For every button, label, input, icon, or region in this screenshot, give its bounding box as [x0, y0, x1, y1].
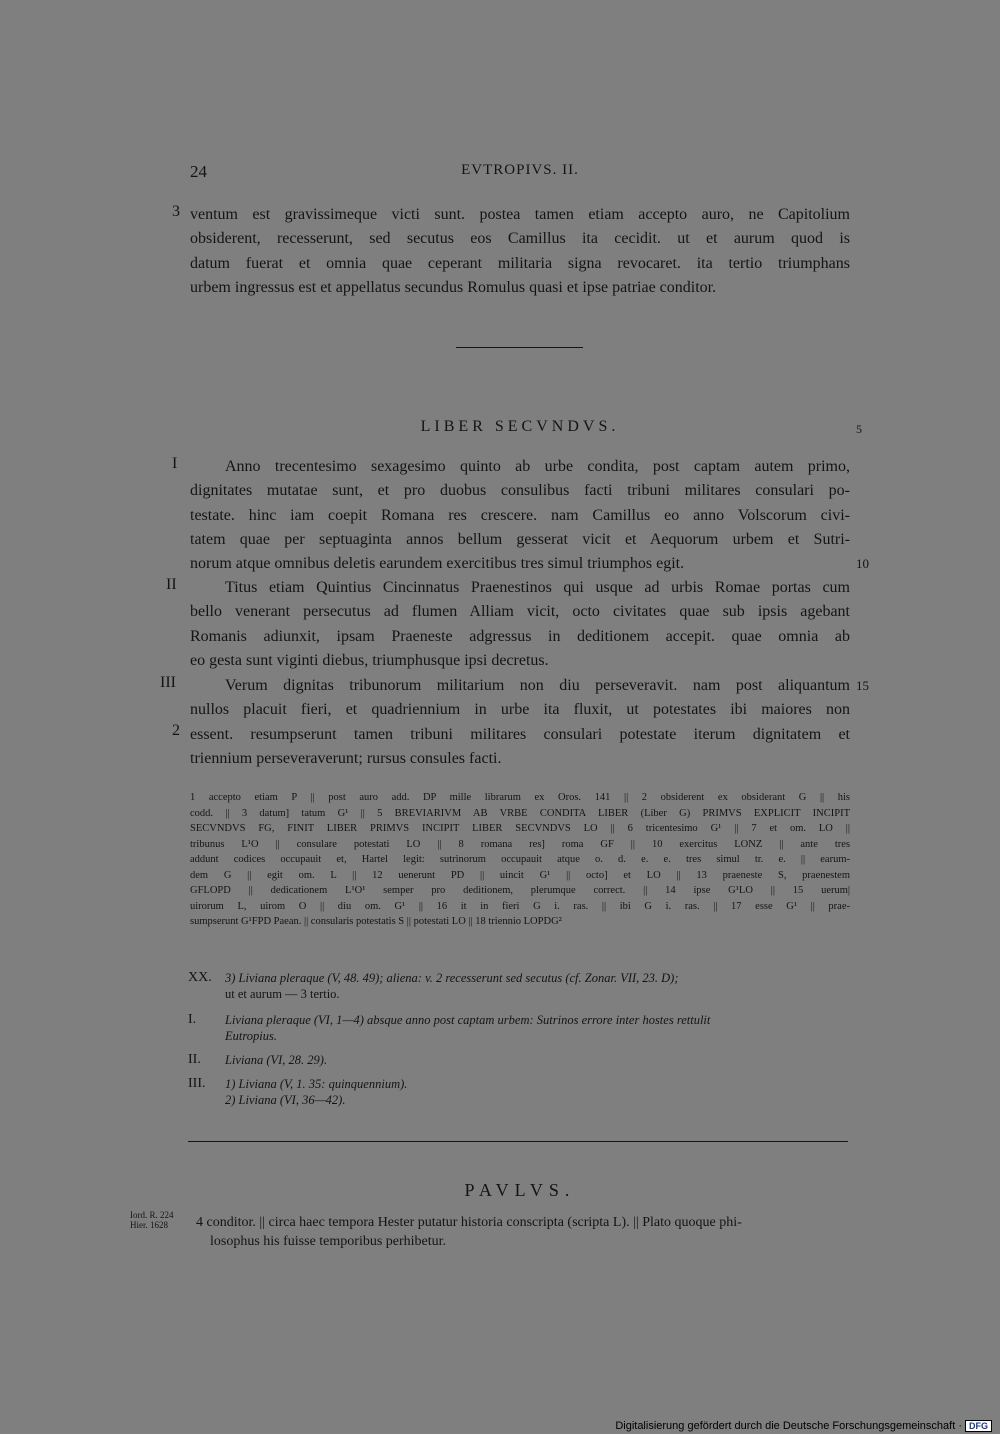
source-label: XX.	[188, 970, 212, 985]
source-line: 1) Liviana (V, 1. 35: quinquennium).	[225, 1077, 408, 1091]
apparatus-line: sumpserunt G¹FPD Paean. || consularis potestatis S || potestati LO || 18 triennio LOPDG²	[190, 916, 562, 927]
chapter-text	[190, 576, 850, 673]
running-title: EVTROPIVS. II.	[461, 162, 579, 178]
source-label: III.	[188, 1076, 206, 1091]
apparatus-line: tribunus L¹O || consulare potestati LO || 8 romana res] roma GF || 10 exercitus LONZ || ante tres	[190, 838, 850, 850]
source-line: 3) Liviana pleraque (V, 48. 49); aliena: v. 2 recesserunt sed secutus (cf. Zonar. VII, 23. D);	[225, 971, 679, 985]
source-text	[225, 970, 850, 1002]
source-line: 2) Liviana (VI, 36—42).	[225, 1093, 346, 1107]
section-marker: 3	[172, 203, 180, 220]
dfg-logo: DFG	[965, 1420, 992, 1432]
paulus-references	[130, 1210, 174, 1230]
apparatus-line: GFLOPD || dedicationem L¹O¹ semper pro deditionem, plerumque correct. || 14 ipse G¹LO || 15 uerum|	[190, 885, 850, 896]
text-line: norum atque omnibus deletis earundem exercitibus tres simul triumphos egit.	[190, 555, 685, 573]
reference-line: Hier. 1628	[130, 1220, 168, 1230]
source-text	[225, 1052, 850, 1068]
source-text	[225, 1012, 850, 1044]
paulus-heading: PAVLVS.	[464, 1180, 576, 1200]
source-text	[225, 1076, 850, 1108]
digitization-footer	[615, 1420, 992, 1432]
chapter-marker: II	[166, 576, 177, 593]
text-line: 4 conditor. || circa haec tempora Hester putatur historia conscripta (scripta L). || Plato quoque phi-	[196, 1215, 742, 1230]
apparatus-line: 1 accepto etiam P || post auro add. DP mille librarum ex Oros. 141 || 2 obsiderent ex obsiderant G || his	[190, 792, 850, 803]
text-line: Romanis adiunxit, ipsam Praeneste adgressus in deditionem accepit. quae omnia ab	[190, 627, 850, 645]
text-line: dignitates mutatae sunt, et pro duobus consulibus facti tribuni militares consulari po-	[190, 482, 850, 500]
book-heading: LIBER SECVNDVS.	[420, 418, 620, 435]
footer-text: Digitalisierung gefördert durch die Deutsche Forschungsgemeinschaft ·	[615, 1420, 962, 1432]
apparatus-line: dem G || egit om. L || 12 uenerunt PD || uincit G¹ || octo] et LO || 13 praeneste S, praenestem	[190, 869, 850, 881]
paulus-text	[196, 1213, 850, 1251]
source-line: ut et aurum — 3 tertio.	[225, 987, 340, 1001]
section-divider	[188, 1141, 848, 1142]
text-line: datum fuerat et omnia quae ceperant militaria signa revocaret. ita tertio triumphans	[190, 254, 850, 272]
text-line: ventum est gravissimeque victi sunt. postea tamen etiam accepto auro, ne Capitolium	[190, 206, 850, 223]
critical-apparatus	[190, 790, 850, 930]
text-line: testate. hinc iam coepit Romana res crescere. nam Camillus eo anno Volscorum civi-	[190, 506, 850, 524]
text-line: Verum dignitas tribunorum militarium non diu perseveravit. nam post aliquantum	[225, 677, 850, 694]
reference-line: Iord. R. 224	[130, 1210, 174, 1220]
source-label: I.	[188, 1012, 197, 1027]
text-line: triennium perseveraverunt; rursus consules facti.	[190, 749, 502, 767]
text-line: urbem ingressus est et appellatus secundus Romulus quasi et ipse patriae conditor.	[190, 278, 717, 296]
section-marker: 2	[172, 722, 180, 739]
apparatus-line: addunt codices occupauit et, Hartel legit: sutrinorum occupauit atque o. d. e. e. tres simul tr. e. || earum-	[190, 854, 850, 865]
source-line: Liviana (VI, 28. 29).	[225, 1053, 328, 1067]
apparatus-line: uirorum L, uirom O || diu om. G¹ || 16 it in fieri G i. ras. || ibi G i. ras. || 17 esse G¹ || prae-	[190, 900, 850, 912]
text-line: essent. resumpserunt tamen tribuni militares consulari potestate iterum dignitatem et	[190, 725, 850, 743]
page-number: 24	[190, 162, 207, 181]
line-number: 10	[856, 556, 869, 571]
text-line: tatem quae per septuaginta annos bellum gesserat vicit et Aequorum urbem et Sutri-	[190, 530, 850, 548]
chapter-text	[190, 674, 850, 771]
section-divider	[456, 347, 583, 348]
text-line: obsiderent, recesserunt, sed secutus eos Camillus ita cecidit. ut et aurum quod is	[190, 230, 850, 248]
chapter-marker: III	[160, 674, 176, 691]
top-paragraph	[190, 203, 850, 300]
text-line: nullos placuit fieri, et quadriennium in urbe ita fluxit, ut potestates ibi maiores non	[190, 701, 850, 719]
source-line: Liviana pleraque (VI, 1—4) absque anno post captam urbem: Sutrinos errore inter hostes rettulit	[225, 1013, 711, 1027]
line-number: 5	[856, 422, 862, 436]
text-line: Titus etiam Quintius Cincinnatus Praenestinos qui usque ad urbis Romae portas cum	[225, 579, 850, 596]
text-line: Anno trecentesimo sexagesimo quinto ab urbe condita, post captam autem primo,	[225, 458, 850, 475]
running-head	[190, 162, 850, 184]
line-number: 15	[856, 678, 869, 693]
source-label: II.	[188, 1052, 201, 1067]
apparatus-line: SECVNDVS FG, FINIT LIBER PRIMVS INCIPIT LIBER SECVNDVS LO || 6 tricentesimo G¹ || 7 et om. LO ||	[190, 823, 850, 834]
text-line: eo gesta sunt viginti diebus, triumphusque ipsi decretus.	[190, 651, 549, 669]
apparatus-line: codd. || 3 datum] tatum G¹ || 5 BREVIARIVM AB VRBE CONDITA LIBER (Liber G) PRIMVS EXPLICIT INCIPIT	[190, 807, 850, 819]
chapter-marker: I	[172, 455, 178, 472]
chapter-text	[190, 455, 850, 576]
source-line: Eutropius.	[225, 1029, 277, 1043]
text-line: losophus his fuisse temporibus perhibetur.	[210, 1234, 447, 1249]
text-line: bello venerant persecutus ad flumen Alliam vicit, octo civitates quae sub ipsis agebant	[190, 603, 850, 621]
